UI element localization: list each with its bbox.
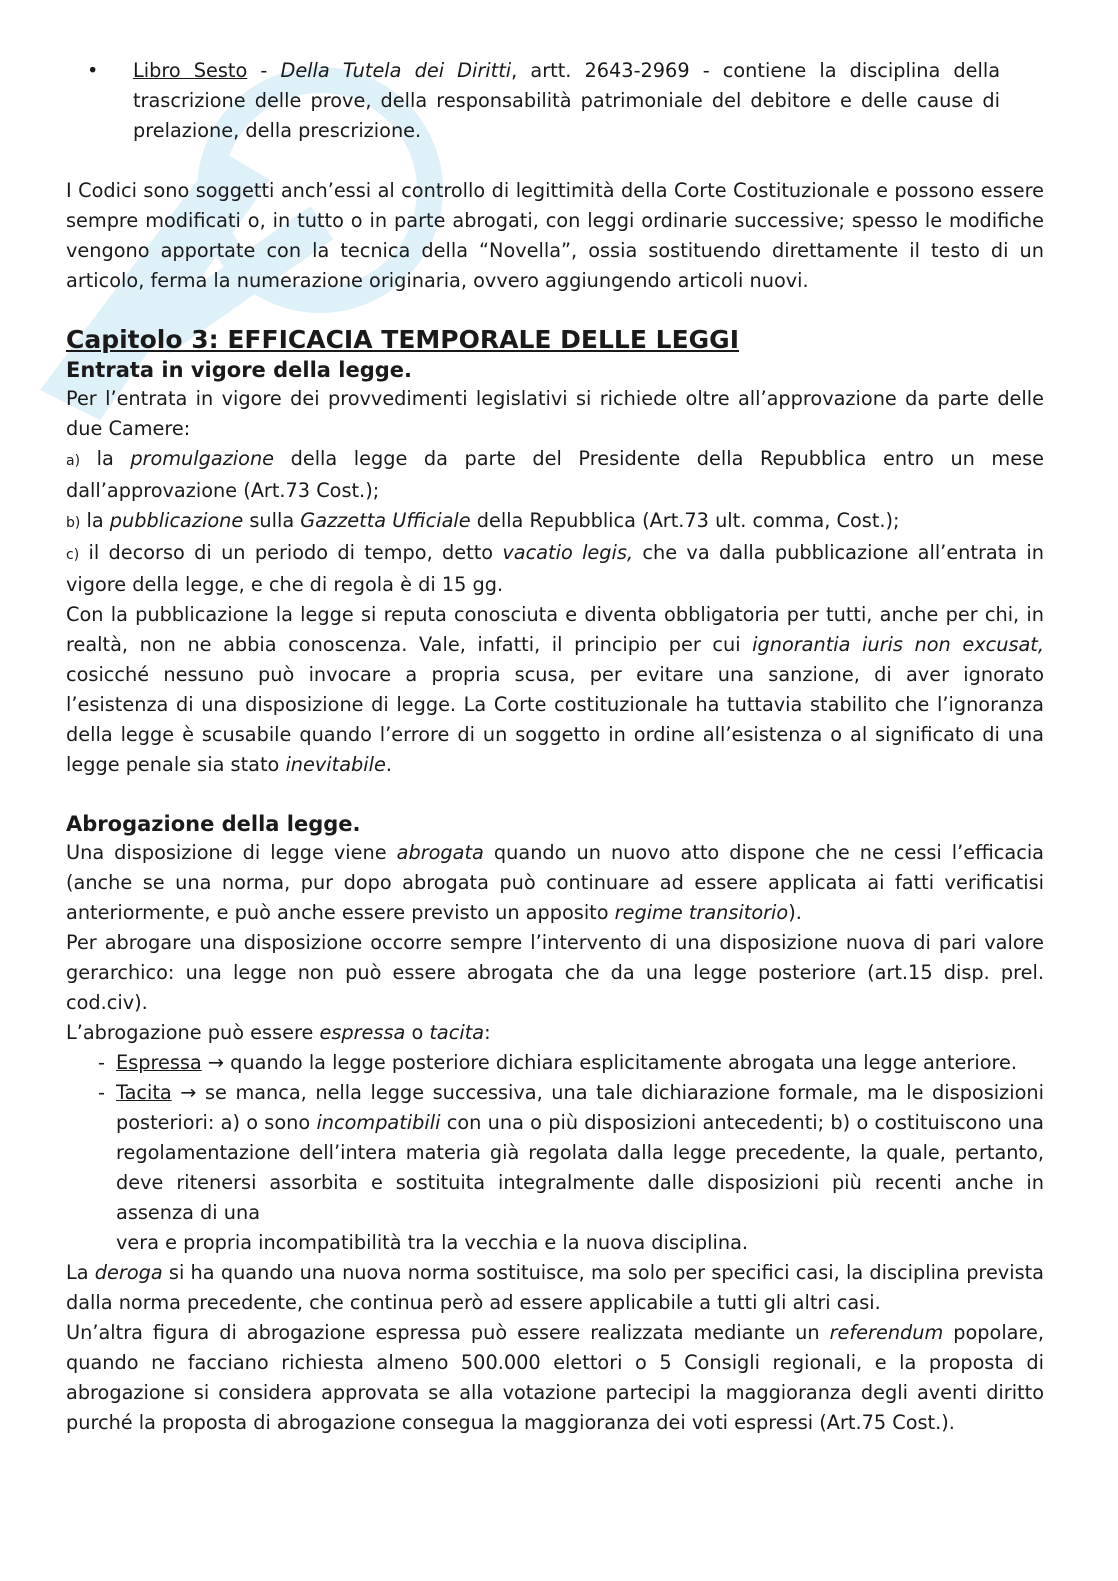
bullet-title: Libro Sesto: [133, 59, 248, 82]
text-italic: inevitabile: [285, 753, 386, 776]
bullet-italic: Della Tutela dei Diritti: [280, 59, 512, 82]
text-segment: :: [484, 1021, 491, 1044]
dash-item-espressa: [66, 1048, 1044, 1078]
list-text-a-pre: la: [80, 447, 131, 470]
paragraph-referendum: [66, 1318, 1044, 1438]
text-segment: con una o più disposizioni antecedenti; b) o costituiscono una regolamentazione dell’intera materia già regolata dalla legge precedente, la quale, pertanto, deve ritenersi assorbita e sostituita integralmente dalle disposizioni più recenti anche in assenza di una: [116, 1111, 1045, 1224]
text-segment: L’abrogazione può essere: [66, 1021, 320, 1044]
text-segment: .: [385, 753, 392, 776]
bullet-libro-sesto: [66, 56, 1044, 146]
dash-text-espressa: → quando la legge posteriore dichiara esplicitamente abrogata una legge anteriore.: [201, 1051, 1017, 1074]
paragraph-codici: I Codici sono soggetti anch’essi al controllo di legittimità della Corte Costituzionale e possono essere sempre modificati o, in tutto o in parte abrogati, con leggi ordinarie successive; spesso le modifiche vengono apportate con la tecnica della “Novella”, ossia sostituendo direttamente il testo di un articolo, ferma la numerazione originaria, ovvero aggiungendo articoli nuovi.: [66, 179, 1044, 292]
dash-marker: -: [98, 1081, 105, 1104]
text-italic: deroga: [94, 1261, 163, 1284]
text-italic: espressa: [319, 1021, 406, 1044]
text-segment: ).: [788, 901, 802, 924]
paragraph-abrogare: Per abrogare una disposizione occorre sempre l’intervento di una disposizione nuova di pari valore gerarchico: una legge non può essere abrogata che da una legge posteriore (art.15 disp. prel. cod.civ).: [66, 931, 1044, 1014]
text-segment: La: [66, 1261, 95, 1284]
list-label-b: b): [66, 515, 81, 531]
dash-title-tacita: Tacita: [116, 1081, 172, 1104]
paragraph-entrata-intro: Per l’entrata in vigore dei provvedimenti legislativi si richiede oltre all’approvazione da parte delle due Camere:: [66, 387, 1044, 440]
text-italic: tacita: [429, 1021, 485, 1044]
text-italic: abrogata: [396, 841, 484, 864]
text-segment: popolare, quando ne facciano richiesta almeno 500.000 elettori o 5 Consigli regionali, e la proposta di abrogazione si considera approvata se alla votazione partecipi la maggioranza degli aventi diritto purché la proposta di abrogazione consegua la maggioranza dei voti espressi (Art.75 Cost.).: [66, 1321, 1044, 1434]
text-segment: cosicché nessuno può invocare a propria scusa, per evitare una sanzione, di aver ignorato l’esistenza di una disposizione di legge. La Corte costituzionale ha tuttavia stabilito che l’ignoranza della legge è scusabile quando l’errore di un soggetto in ordine all’esistenza o al significato di una legge penale sia stato: [66, 663, 1044, 776]
list-label-c: c): [66, 547, 80, 563]
text-segment: si ha quando una nuova norma sostituisce, ma solo per specifici casi, la disciplina prevista dalla norma precedente, che continua però ad essere applicabile a tutti gli altri casi.: [66, 1261, 1044, 1314]
list-item-c: [66, 538, 1044, 600]
text-italic: incompatibili: [316, 1111, 441, 1134]
bullet-marker: •: [87, 59, 99, 82]
text-segment: Una disposizione di legge viene: [66, 841, 397, 864]
bullet-text: , artt. 2643-2969 - contiene la disciplina della trascrizione delle prove, della responsabilità patrimoniale del debitore e delle cause di prelazione, della prescrizione.: [133, 59, 1001, 142]
paragraph-abrogata: [66, 838, 1044, 928]
dash-title-espressa: Espressa: [116, 1051, 202, 1074]
text-segment: o: [405, 1021, 430, 1044]
list-text-b-mid: sulla: [243, 509, 301, 532]
list-text-b-italic2: Gazzetta Ufficiale: [300, 509, 471, 532]
paragraph-espressa-tacita: [66, 1018, 1044, 1048]
section-heading-abrogazione: Abrogazione della legge.: [66, 812, 361, 836]
list-text-c-pre: il decorso di un periodo di tempo, detto: [79, 541, 503, 564]
paragraph-deroga: [66, 1258, 1044, 1318]
text-segment: vera e propria incompatibilità tra la vecchia e la nuova disciplina.: [116, 1231, 749, 1254]
section-heading-entrata: Entrata in vigore della legge.: [66, 358, 412, 382]
list-label-a: a): [66, 453, 81, 469]
chapter-title: Capitolo 3: EFFICACIA TEMPORALE DELLE LEGGI: [66, 325, 739, 354]
dash-item-tacita-cont: [66, 1228, 1044, 1258]
text-segment: Un’altra figura di abrogazione espressa può essere realizzata mediante un: [66, 1321, 830, 1344]
list-text-b-italic1: pubblicazione: [109, 509, 244, 532]
dash-marker: -: [98, 1051, 105, 1074]
text-italic: ignorantia iuris non excusat,: [752, 633, 1044, 656]
text-italic: regime transitorio: [614, 901, 789, 924]
paragraph-pubblicazione: [66, 600, 1044, 780]
text-italic: referendum: [829, 1321, 944, 1344]
text-segment: quando un nuovo atto dispone che ne cessi l’efficacia (anche se una norma, pur dopo abrogata può continuare ad essere applicata ai fatti verificatisi anteriormente, e può anche essere previsto un apposito: [66, 841, 1044, 924]
list-text-c-post: che va dalla pubblicazione all’entrata in vigore della legge, e che di regola è di 15 gg.: [66, 541, 1044, 596]
list-text-c-italic: vacatio legis,: [502, 541, 634, 564]
list-text-a-post: della legge da parte del Presidente della Repubblica entro un mese dall’approvazione (Art.73 Cost.);: [66, 447, 1044, 502]
dash-item-tacita: [66, 1078, 1044, 1228]
bullet-sep: -: [247, 59, 281, 82]
list-item-a: [66, 444, 1044, 506]
list-text-b-post: della Repubblica (Art.73 ult. comma, Cost.);: [470, 509, 900, 532]
text-segment: Con la pubblicazione la legge si reputa conosciuta e diventa obbligatoria per tutti, anche per chi, in realtà, non ne abbia conoscenza. Vale, infatti, il principio per cui: [66, 603, 1044, 656]
list-text-a-italic: promulgazione: [130, 447, 275, 470]
list-text-b-pre: la: [80, 509, 110, 532]
list-item-b: [66, 506, 1044, 538]
text-segment: → se manca, nella legge successiva, una tale dichiarazione formale, ma le disposizioni posteriori: a) o sono: [116, 1081, 1044, 1134]
